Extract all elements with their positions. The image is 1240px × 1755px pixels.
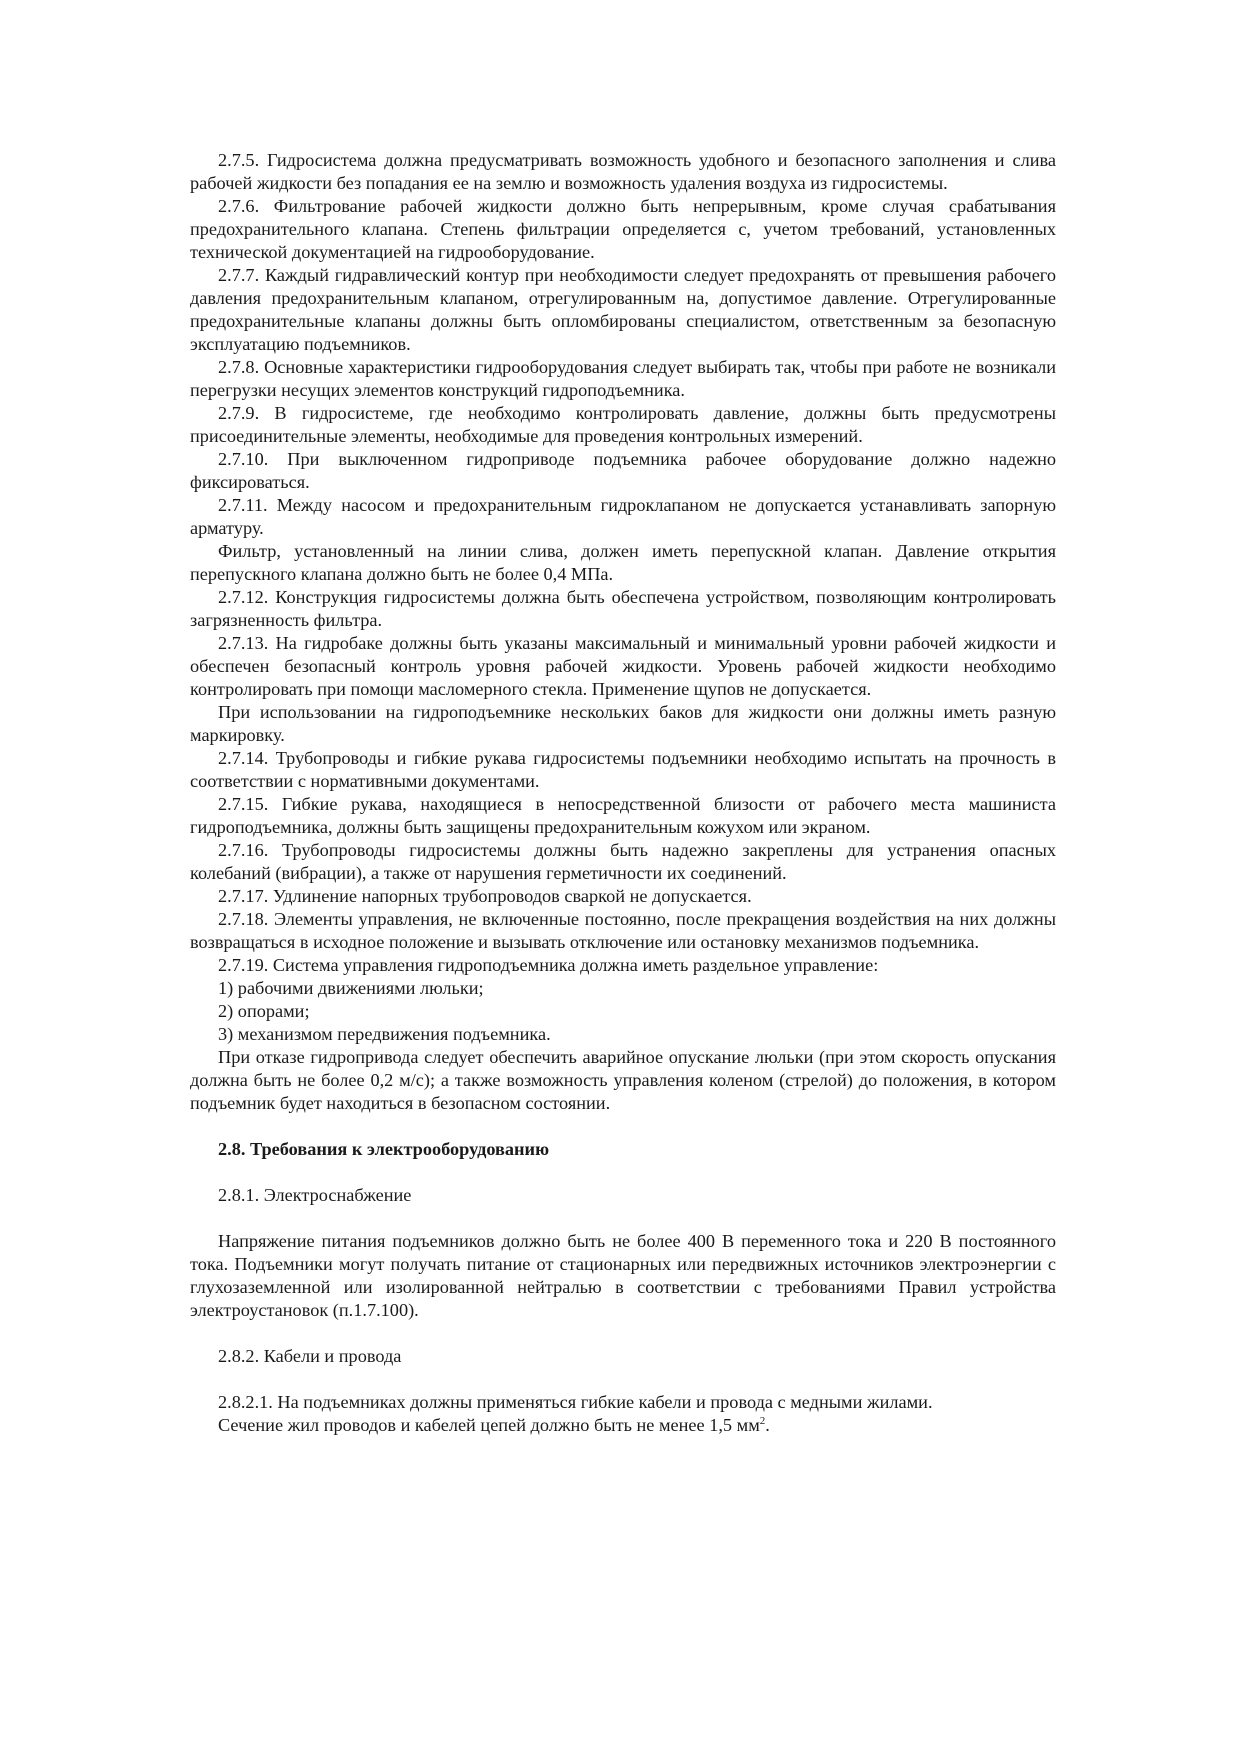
paragraph-failure: При отказе гидропривода следует обеспечить аварийное опускание люльки (при этом скорость опускания должна быть не более 0,2 м/с); а также возможность управления коленом (стрелой) до положения, в котором подъемник будет находиться в безопасном состоянии.: [190, 1047, 1056, 1113]
paragraph-2-7-14: 2.7.14. Трубопроводы и гибкие рукава гидросистемы подъемники необходимо испытать на прочность в соответствии с нормативными документами.: [190, 748, 1056, 791]
paragraph-2-7-10: 2.7.10. При выключенном гидроприводе подъемника рабочее оборудование должно надежно фиксироваться.: [190, 449, 1056, 492]
list-item: 1) рабочими движениями люльки;: [218, 978, 484, 998]
paragraph-2-7-15: 2.7.15. Гибкие рукава, находящиеся в непосредственной близости от рабочего места машиниста гидроподъемника, должны быть защищены предохранительным кожухом или экраном.: [190, 794, 1056, 837]
superscript-2: 2: [759, 1414, 766, 1427]
spacer: [190, 1161, 1056, 1184]
paragraph-2-7-18: 2.7.18. Элементы управления, не включенные постоянно, после прекращения воздействия на них должны возвращаться в исходное положение и вызывать отключение или остановку механизмов подъемника.: [190, 909, 1056, 952]
paragraph-2-7-19: 2.7.19. Система управления гидроподъемника должна иметь раздельное управление:: [218, 955, 879, 975]
paragraph-2-7-9: 2.7.9. В гидросистеме, где необходимо контролировать давление, должны быть предусмотрены присоединительные элементы, необходимые для проведения контрольных измерений.: [190, 403, 1056, 446]
wire-section-period: .: [765, 1415, 770, 1435]
paragraph-2-7-11: 2.7.11. Между насосом и предохранительным гидроклапаном не допускается устанавливать запорную арматуру.: [190, 495, 1056, 538]
paragraph-tanks: При использовании на гидроподъемнике нескольких баков для жидкости они должны иметь разную маркировку.: [190, 702, 1056, 745]
paragraph-2-7-12: 2.7.12. Конструкция гидросистемы должна быть обеспечена устройством, позволяющим контролировать загрязненность фильтра.: [190, 587, 1056, 630]
paragraph-2-7-7: 2.7.7. Каждый гидравлический контур при необходимости следует предохранять от превышения рабочего давления предохранительным клапаном, отрегулированным на, допустимое давление. Отрегулированные предохранительные клапаны должны быть опломбированы специалистом, ответственным за безопасную эксплуатацию подъемников.: [190, 265, 1056, 354]
paragraph-2-7-16: 2.7.16. Трубопроводы гидросистемы должны быть надежно закреплены для устранения опасных колебаний (вибрации), а также от нарушения герметичности их соединений.: [190, 840, 1056, 883]
list-item: 2) опорами;: [218, 1001, 310, 1021]
spacer: [190, 1115, 1056, 1138]
paragraph-2-7-5: 2.7.5. Гидросистема должна предусматривать возможность удобного и безопасного заполнения и слива рабочей жидкости без попадания ее на землю и возможность удаления воздуха из гидросистемы.: [190, 150, 1056, 193]
paragraph-2-7-13: 2.7.13. На гидробаке должны быть указаны максимальный и минимальный уровни рабочей жидкости и обеспечен безопасный контроль уровня рабочей жидкости. Уровень рабочей жидкости необходимо контролировать при помощи масломерного стекла. Применение щупов не допускается.: [190, 633, 1056, 699]
paragraph-filter: Фильтр, установленный на линии слива, должен иметь перепускной клапан. Давление открытия перепускного клапана должно быть не более 0,4 МПа.: [190, 541, 1056, 584]
paragraph-2-8-2-1: 2.8.2.1. На подъемниках должны применяться гибкие кабели и провода с медными жилами.: [218, 1392, 933, 1412]
wire-section-text: Сечение жил проводов и кабелей цепей должно быть не менее 1,5 мм: [218, 1415, 760, 1435]
paragraph-2-7-8: 2.7.8. Основные характеристики гидрооборудования следует выбирать так, чтобы при работе не возникали перегрузки несущих элементов конструкций гидроподъемника.: [190, 357, 1056, 400]
paragraph-2-7-6: 2.7.6. Фильтрование рабочей жидкости должно быть непрерывным, кроме случая срабатывания предохранительного клапана. Степень фильтрации определяется с, учетом требований, установленных технической документацией на гидрооборудование.: [190, 196, 1056, 262]
paragraph-voltage: Напряжение питания подъемников должно быть не более 400 В переменного тока и 220 В постоянного тока. Подъемники могут получать питание от стационарных или передвижных источников электроэнергии с глухозаземленной или изолированной нейтралью в соответствии с требованиями Правил устройства электроустановок (п.1.7.100).: [190, 1231, 1056, 1320]
section-heading-2-8: 2.8. Требования к электрооборудованию: [218, 1139, 550, 1159]
list-item: 3) механизмом передвижения подъемника.: [218, 1024, 551, 1044]
spacer: [190, 1207, 1056, 1230]
spacer: [190, 1322, 1056, 1345]
subheading-2-8-2: 2.8.2. Кабели и провода: [218, 1346, 402, 1366]
subheading-2-8-1: 2.8.1. Электроснабжение: [218, 1185, 412, 1205]
document-page: [190, 149, 1056, 1437]
paragraph-2-7-17: 2.7.17. Удлинение напорных трубопроводов сваркой не допускается.: [218, 886, 752, 906]
spacer: [190, 1368, 1056, 1391]
paragraph-wire-section: [190, 1414, 1056, 1437]
